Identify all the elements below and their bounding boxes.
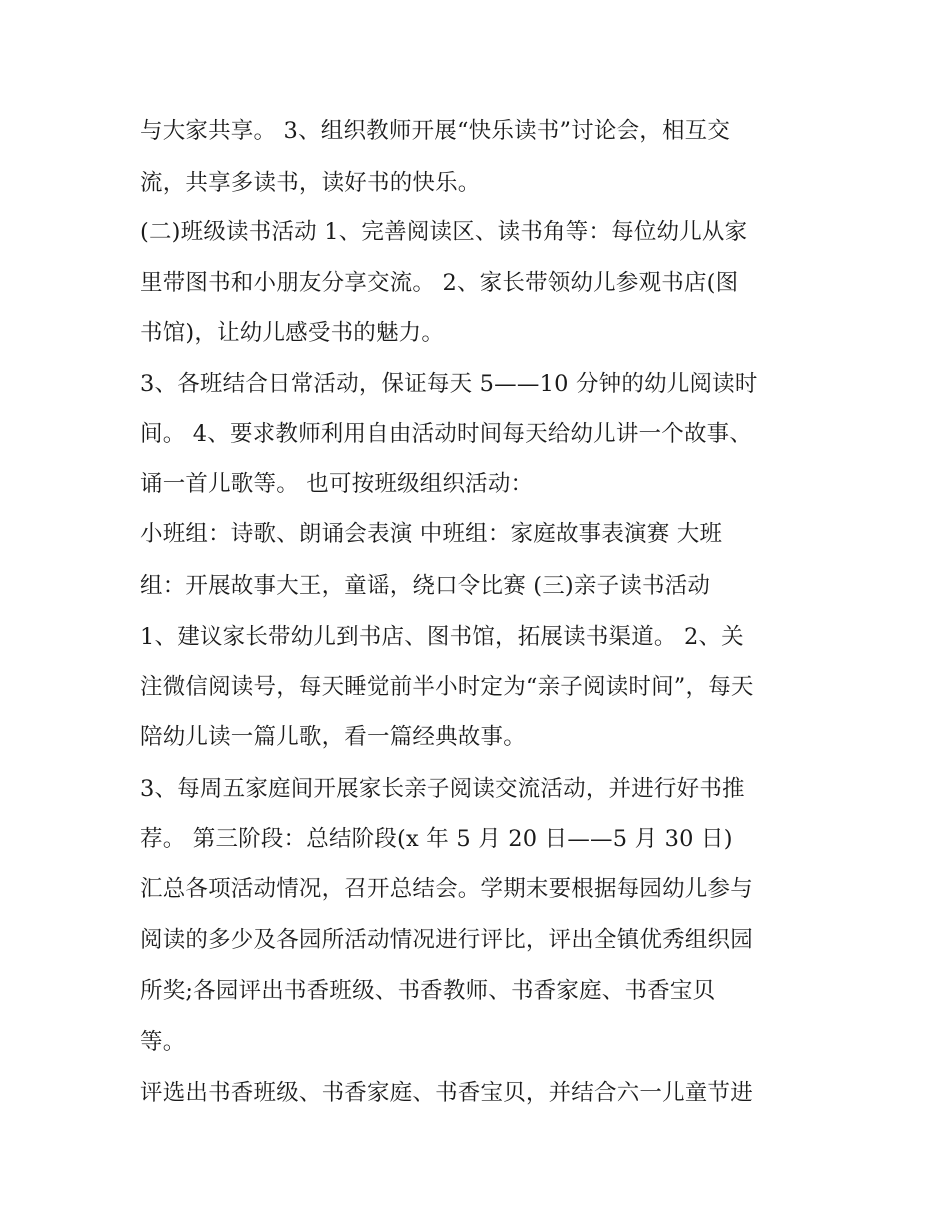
text-line: 3、每周五家庭间开展家长亲子阅读交流活动，并进行好书推 — [140, 776, 745, 802]
text-line: 注微信阅读号，每天睡觉前半小时定为“亲子阅读时间”，每天 — [140, 674, 754, 700]
text-line: 流，共享多读书，读好书的快乐。 — [140, 170, 481, 196]
text-line: 组：开展故事大王，童谣，绕口令比赛 (三)亲子读书活动 — [140, 573, 711, 599]
text-line: 间。 4、要求教师利用自由活动时间每天给幼儿讲一个故事、 — [140, 421, 753, 447]
text-line: 与大家共享。 3、组织教师开展“快乐读书”讨论会，相互交 — [140, 118, 731, 144]
text-line: 荐。 第三阶段：总结阶段(x 年 5 月 20 日——5 月 30 日) — [140, 826, 733, 852]
text-line: 阅读的多少及各园所活动情况进行评比，评出全镇优秀组织园 — [140, 927, 753, 953]
text-line: 书馆)，让幼儿感受书的魅力。 — [140, 320, 445, 346]
text-line: 3、各班结合日常活动，保证每天 5——10 分钟的幼儿阅读时 — [140, 371, 758, 397]
text-line: 所奖;各园评出书香班级、书香教师、书香家庭、书香宝贝 — [140, 978, 716, 1004]
text-line: 小班组：诗歌、朗诵会表演 中班组：家庭故事表演赛 大班 — [140, 521, 723, 547]
text-line: 陪幼儿读一篇儿歌，看一篇经典故事。 — [140, 724, 526, 750]
text-line: 1、建议家长带幼儿到书店、图书馆，拓展读书渠道。 2、关 — [140, 624, 744, 650]
text-line: 汇总各项活动情况，召开总结会。学期末要根据每园幼儿参与 — [140, 876, 753, 902]
text-line: 评选出书香班级、书香家庭、书香宝贝，并结合六一儿童节进 — [140, 1080, 753, 1106]
text-line: 里带图书和小朋友分享交流。 2、家长带领幼儿参观书店(图 — [140, 270, 739, 296]
text-line: 诵一首儿歌等。 也可按班级组织活动： — [140, 471, 534, 497]
text-line: (二)班级读书活动 1、完善阅读区、读书角等：每位幼儿从家 — [140, 219, 748, 245]
text-line: 等。 — [140, 1029, 186, 1055]
